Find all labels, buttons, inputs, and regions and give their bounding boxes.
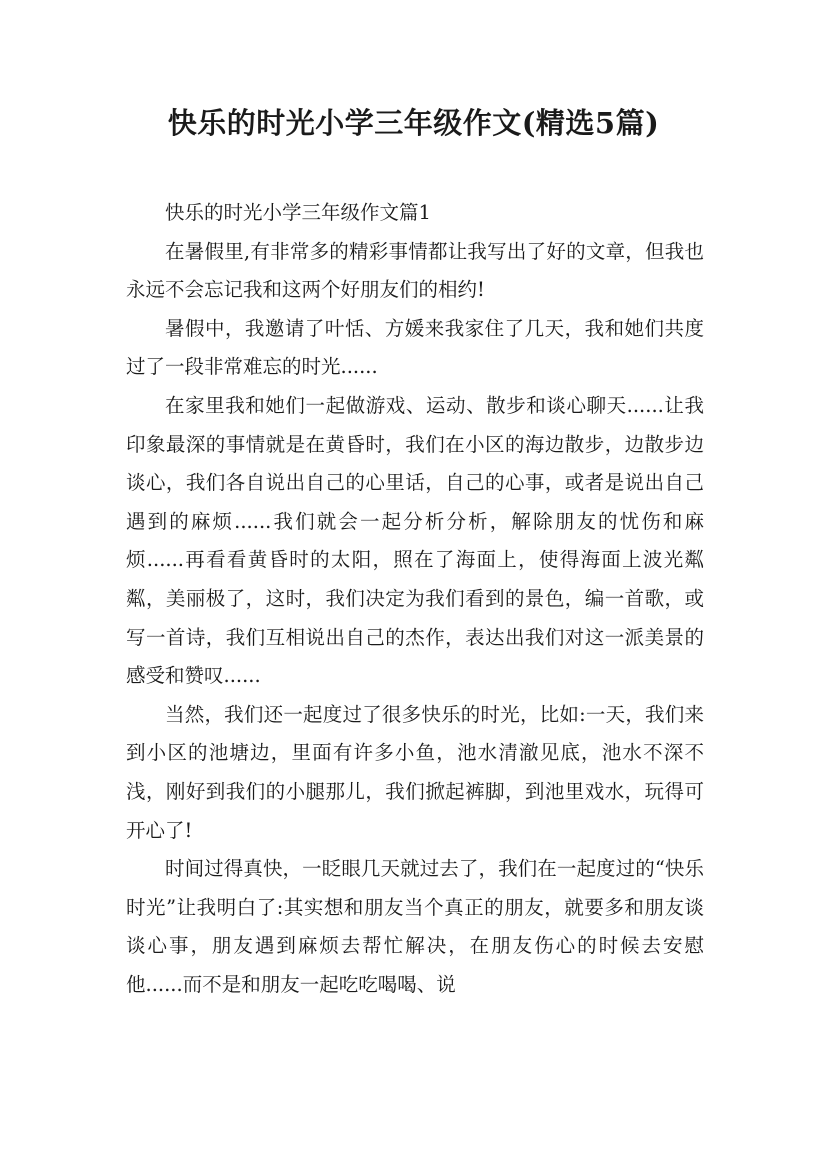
document-title: 快乐的时光小学三年级作文(精选5篇) — [167, 106, 660, 140]
paragraph-4: 当然，我们还一起度过了很多快乐的时光，比如:一天，我们来到小区的池塘边，里面有许多小鱼，池水清澈见底，池水不深不浅，刚好到我们的小腿那儿，我们掀起裤脚，到池里戏水，玩得可开心了! — [126, 702, 704, 842]
section-heading: 快乐的时光小学三年级作文篇1 — [165, 201, 431, 224]
paragraph-2: 暑假中，我邀请了叶恬、方媛来我家住了几天，我和她们共度过了一段非常难忘的时光...... — [126, 316, 704, 379]
paragraph-1: 在暑假里,有非常多的精彩事情都让我写出了好的文章，但我也永远不会忘记我和这两个好朋友们的相约! — [126, 239, 704, 302]
paragraph-3: 在家里我和她们一起做游戏、运动、散步和谈心聊天......让我印象最深的事情就是在黄昏时，我们在小区的海边散步，边散步边谈心，我们各自说出自己的心里话，自己的心事，或者是说出自己遇到的麻烦......我们就会一起分析分析，解除朋友的忧伤和麻烦......再看看黄昏时的太阳，照在了海面上，使得海面上波光粼粼，美丽极了，这时，我们决定为我们看到的景色，编一首歌，或写一首诗，我们互相说出自己的杰作，表达出我们对这一派美景的感受和赞叹...... — [126, 393, 704, 688]
document-body — [126, 194, 704, 1004]
paragraph-5: 时间过得真快，一眨眼几天就过去了，我们在一起度过的“快乐时光”让我明白了:其实想和朋友当个真正的朋友，就要多和朋友谈谈心事，朋友遇到麻烦去帮忙解决，在朋友伤心的时候去安慰他......而不是和朋友一起吃吃喝喝、说 — [126, 857, 704, 996]
